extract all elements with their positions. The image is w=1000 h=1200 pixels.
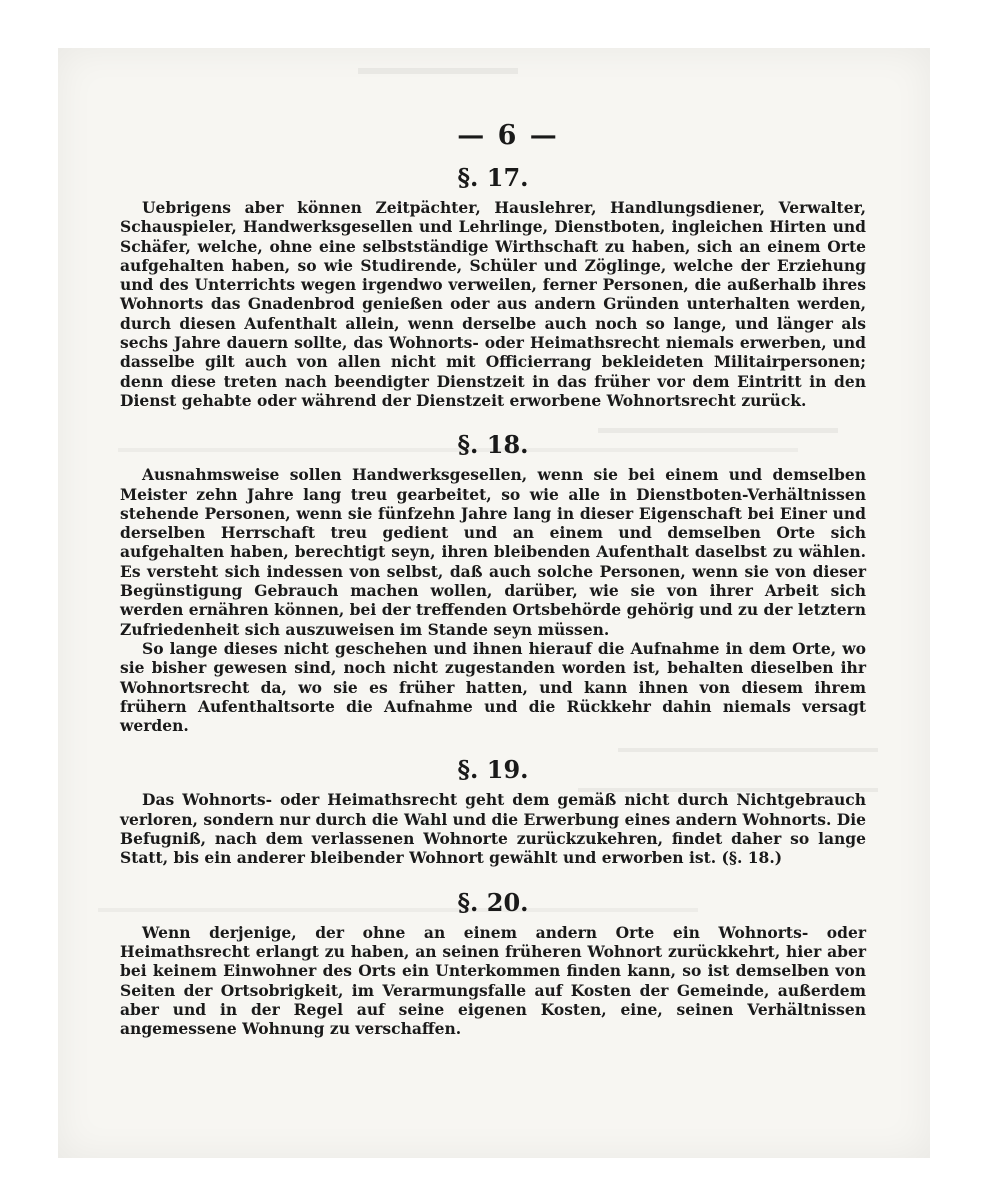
section-heading: §. 18. bbox=[457, 430, 529, 460]
section-19 bbox=[120, 755, 866, 867]
paragraph: Uebrigens aber können Zeitpächter, Hauslehrer, Handlungsdiener, Verwalter, Schauspieler, Handwerksgesellen und Lehrlinge, Dienstboten, ingleichen Hirten und Schäfer, welche, ohne eine selbstständige Wirthschaft zu haben, sich an einem Orte aufgehalten haben, so wie Studirende, Schüler und Zöglinge, welche der Erziehung und des Unterrichts wegen irgendwo verweilen, ferner Personen, die außerhalb ihres Wohnorts das Gnadenbrod genießen oder aus andern Gründen unterhalten werden, durch diesen Aufenthalt allein, wenn derselbe auch noch so lange, und länger als sechs Jahre dauern sollte, das Wohnorts- oder Heimathsrecht niemals erwerben, und dasselbe gilt auch von allen nicht mit Officierrang bekleideten Militairpersonen; denn diese treten nach beendigter Dienstzeit in das früher vor dem Eintritt in den Dienst gehabte oder während der Dienstzeit erworbene Wohnortsrecht zurück. bbox=[120, 198, 866, 410]
section-heading: §. 20. bbox=[457, 887, 529, 917]
page-content bbox=[120, 120, 866, 1058]
section-heading: §. 19. bbox=[457, 755, 529, 785]
show-through-shadow bbox=[358, 68, 518, 74]
section-18 bbox=[120, 430, 866, 735]
paragraph: So lange dieses nicht geschehen und ihnen hierauf die Aufnahme in dem Orte, wo sie bisher gewesen sind, noch nicht zugestanden worden ist, behalten dieselben ihr Wohnortsrecht da, wo sie es früher hatten, und kann ihnen von diesem ihrem frühern Aufenthaltsorte die Aufnahme und die Rückkehr dahin niemals versagt werden. bbox=[120, 638, 866, 736]
section-heading: §. 17. bbox=[457, 163, 529, 192]
paragraph: Ausnahmsweise sollen Handwerksgesellen, wenn sie bei einem und demselben Meister zehn Jahre lang treu gearbeitet, so wie alle in Dienstboten-Verhältnissen stehende Personen, wenn sie fünfzehn Jahre lang in dieser Eigenschaft bei Einer und derselben Herrschaft treu gedient und an einem und demselben Orte sich aufgehalten haben, berechtigt seyn, ihren bleibenden Aufenthalt daselbst zu wählen. Es versteht sich indessen von selbst, daß auch solche Personen, wenn sie von dieser Begünstigung Gebrauch machen wollen, darüber, wie sie von ihrer Arbeit sich werden ernähren können, bei der treffenden Ortsbehörde gehörig und zu der letztern Zufriedenheit sich auszuweisen im Stande seyn müssen. bbox=[120, 465, 866, 639]
paragraph: Das Wohnorts- oder Heimathsrecht geht dem gemäß nicht durch Nichtgebrauch verloren, sondern nur durch die Wahl und die Erwerbung eines andern Wohnorts. Die Befugniß, nach dem verlassenen Wohnorte zurückzukehren, findet daher so lange Statt, bis ein anderer bleibender Wohnort gewählt und erworben ist. (§. 18.) bbox=[120, 790, 866, 868]
section-20 bbox=[120, 888, 866, 1039]
section-17 bbox=[120, 163, 866, 410]
document-page bbox=[58, 48, 930, 1158]
page-number: — 6 — bbox=[457, 120, 559, 151]
paragraph: Wenn derjenige, der ohne an einem andern Orte ein Wohnorts- oder Heimathsrecht erlangt zu haben, an seinen früheren Wohnort zurückkehrt, hier aber bei keinem Einwohner des Orts ein Unterkommen finden kann, so ist demselben von Seiten der Ortsobrigkeit, im Verarmungsfalle auf Kosten der Gemeinde, außerdem aber und in der Regel auf seine eigenen Kosten, eine, seinen Verhältnissen angemessene Wohnung zu verschaffen. bbox=[120, 922, 866, 1039]
